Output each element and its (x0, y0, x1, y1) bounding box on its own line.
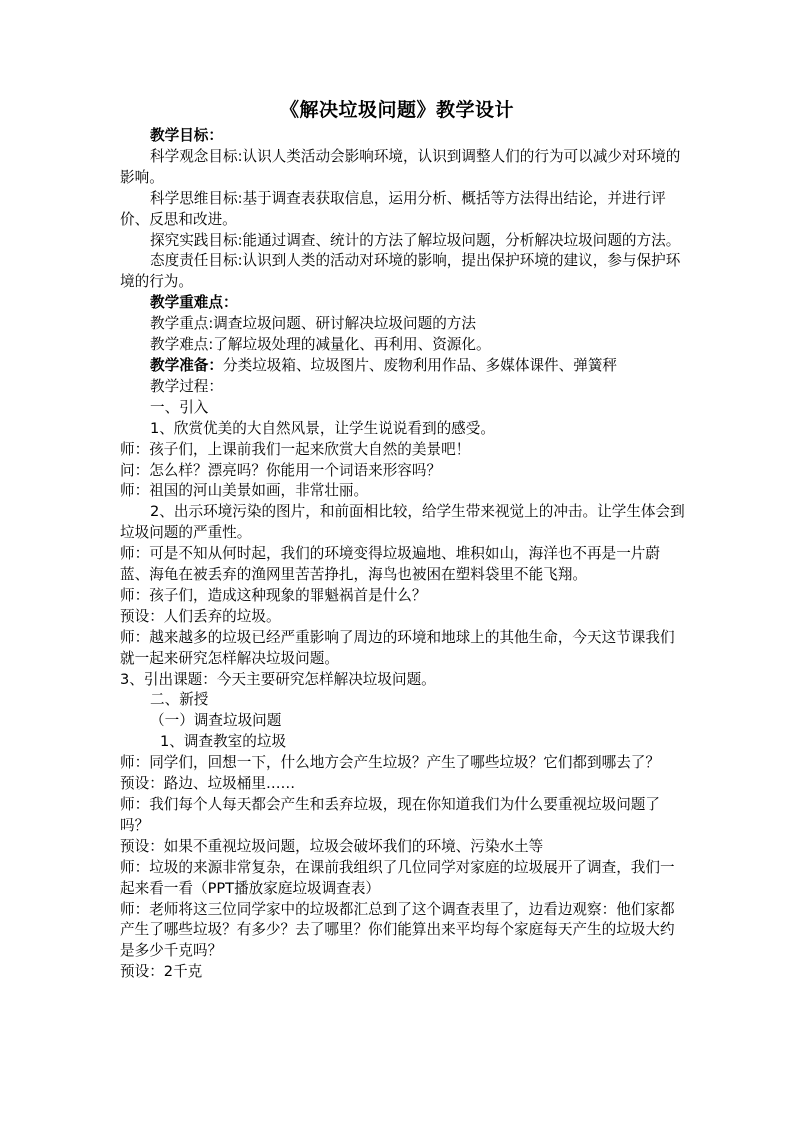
heading-subsection-investigate: （一）调查垃圾问题 (150, 712, 282, 730)
paragraph-key-point: 教学重点:调查垃圾问题、研讨解决垃圾问题的方法 (150, 315, 476, 333)
paragraph-difficult-point: 教学难点:了解垃圾处理的减量化、再利用、资源化。 (150, 336, 491, 354)
dialogue-line: 师：老师将这三位同学家中的垃圾都汇总到了这个调查表里了，边看边观察：他们家都产生了哪些垃圾？有多少？去了哪里？你们能算出来平均每个家庭每天产生的垃圾大约是多少千克吗？ (120, 900, 675, 960)
dialogue-line: 师：我们每个人每天都会产生和丢弃垃圾，现在你知道我们为什么要重视垃圾问题了吗？ (120, 796, 660, 834)
paragraph-attitude-responsibility-goal: 态度责任目标:认识到人类的活动对环境的影响，提出保护环境的建议，参与保护环境的行为。 (120, 252, 681, 291)
dialogue-line: 预设：路边、垃圾桶里…… (120, 775, 296, 793)
paragraph-teaching-preparation (120, 356, 688, 377)
document-title: 《解决垃圾问题》教学设计 (279, 99, 514, 121)
dialogue-line: 预设：人们丢弃的垃圾。 (120, 607, 281, 625)
document-body (120, 126, 688, 983)
dialogue-line: 师：垃圾的来源非常复杂，在课前我组织了几位同学对家庭的垃圾展开了调查，我们一起来看一看（PPT播放家庭垃圾调查表） (120, 858, 675, 897)
heading-teaching-process: 教学过程： (150, 377, 223, 395)
heading-investigate-classroom: 1、调查教室的垃圾 (160, 733, 287, 751)
dialogue-line: 师：越来越多的垃圾已经严重影响了周边的环境和地球上的其他生命，今天这节课我们就一起来研究怎样解决垃圾问题。 (120, 628, 675, 667)
dialogue-line: 师：同学们，回想一下，什么地方会产生垃圾？产生了哪些垃圾？它们都到哪去了？ (120, 754, 660, 772)
dialogue-line: 问：怎么样？漂亮吗？你能用一个词语来形容吗？ (120, 461, 442, 479)
label-teaching-preparation: 教学准备： (150, 356, 223, 374)
heading-section-intro: 一、引入 (150, 398, 209, 416)
paragraph-intro-step2: 2、出示环境污染的图片，和前面相比较，给学生带来视觉上的冲击。让学生体会到垃圾问题的严重性。 (120, 503, 685, 542)
paragraph-intro-step1: 1、欣赏优美的大自然风景，让学生说说看到的感受。 (150, 419, 495, 437)
text-teaching-preparation: 分类垃圾箱、垃圾图片、废物利用作品、多媒体课件、弹簧秤 (222, 356, 618, 374)
dialogue-line: 预设：2千克 (120, 963, 203, 981)
paragraph-science-thinking-goal: 科学思维目标:基于调查表获取信息，运用分析、概括等方法得出结论，并进行评价、反思和改进。 (120, 189, 666, 228)
dialogue-line: 师：孩子们，上课前我们一起来欣赏大自然的美景吧！ (120, 440, 471, 458)
dialogue-line: 师：孩子们，造成这种现象的罪魁祸首是什么？ (120, 586, 427, 604)
heading-section-new-lesson: 二、新授 (150, 691, 209, 709)
dialogue-line: 预设：如果不重视垃圾问题，垃圾会破坏我们的环境、污染水土等 (120, 837, 544, 855)
dialogue-line: 师：祖国的河山美景如画，非常壮丽。 (120, 482, 369, 500)
paragraph-inquiry-practice-goal: 探究实践目标:能通过调查、统计的方法了解垃圾问题，分析解决垃圾问题的方法。 (150, 231, 681, 249)
paragraph-science-concept-goal: 科学观念目标:认识人类活动会影响环境，认识到调整人们的行为可以减少对环境的影响。 (120, 147, 681, 186)
heading-teaching-goals: 教学目标： (150, 127, 223, 144)
dialogue-line: 师：可是不知从何时起，我们的环境变得垃圾遍地、堆积如山，海洋也不再是一片蔚蓝、海龟在被丢弃的渔网里苦苦挣扎，海鸟也被困在塑料袋里不能飞翔。 (120, 545, 660, 584)
paragraph-intro-step3: 3、引出课题：今天主要研究怎样解决垃圾问题。 (120, 670, 436, 688)
heading-key-difficult-points: 教学重难点： (150, 294, 238, 312)
